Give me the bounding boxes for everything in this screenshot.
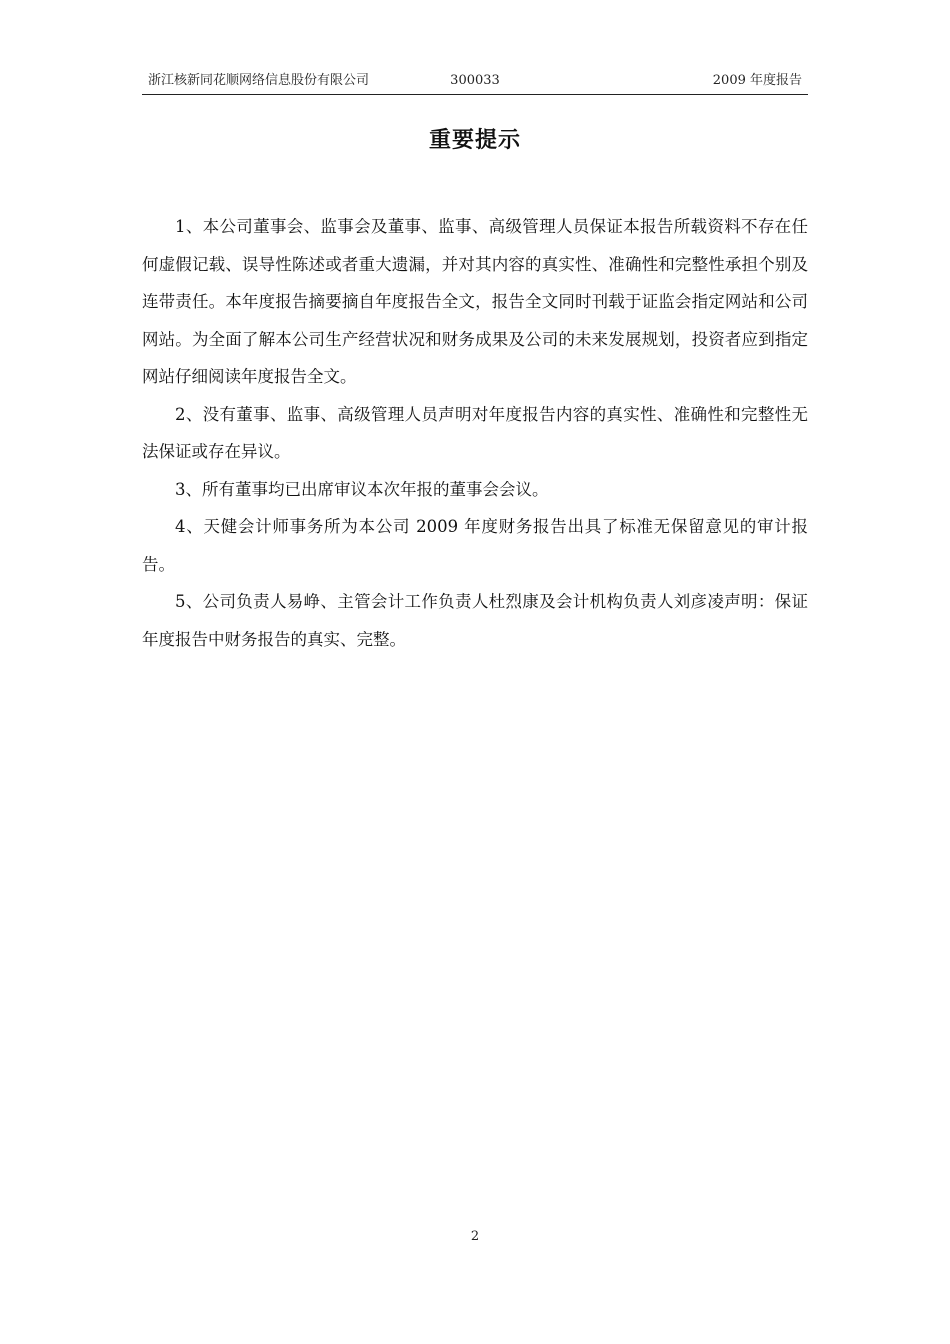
paragraph-3: 3、所有董事均已出席审议本次年报的董事会会议。 [175,479,549,499]
header-stock-code: 300033 [450,73,500,88]
paragraph-2: 2、没有董事、监事、高级管理人员声明对年度报告内容的真实性、准确性和完整性无法保证或存在异议。 [142,404,808,461]
header-company-name: 浙江核新同花顺网络信息股份有限公司 [148,73,370,88]
page-number: 2 [470,1229,480,1244]
page-header [142,72,808,95]
paragraph-4: 4、天健会计师事务所为本公司 2009 年度财务报告出具了标准无保留意见的审计报告。 [142,517,808,574]
page-title: 重要提示 [428,128,521,153]
paragraph-1: 1、本公司董事会、监事会及董事、监事、高级管理人员保证本报告所载资料不存在任何虚假记载、误导性陈述或者重大遗漏，并对其内容的真实性、准确性和完整性承担个别及连带责任。本年度报告摘要摘自年度报告全文，报告全文同时刊载于证监会指定网站和公司网站。为全面了解本公司生产经营状况和财务成果及公司的未来发展规划，投资者应到指定网站仔细阅读年度报告全文。 [142,217,808,386]
document-body [142,208,808,658]
paragraph-5: 5、公司负责人易峥、主管会计工作负责人杜烈康及会计机构负责人刘彦凌声明：保证年度报告中财务报告的真实、完整。 [142,592,808,649]
header-report-name: 2009 年度报告 [712,73,802,88]
